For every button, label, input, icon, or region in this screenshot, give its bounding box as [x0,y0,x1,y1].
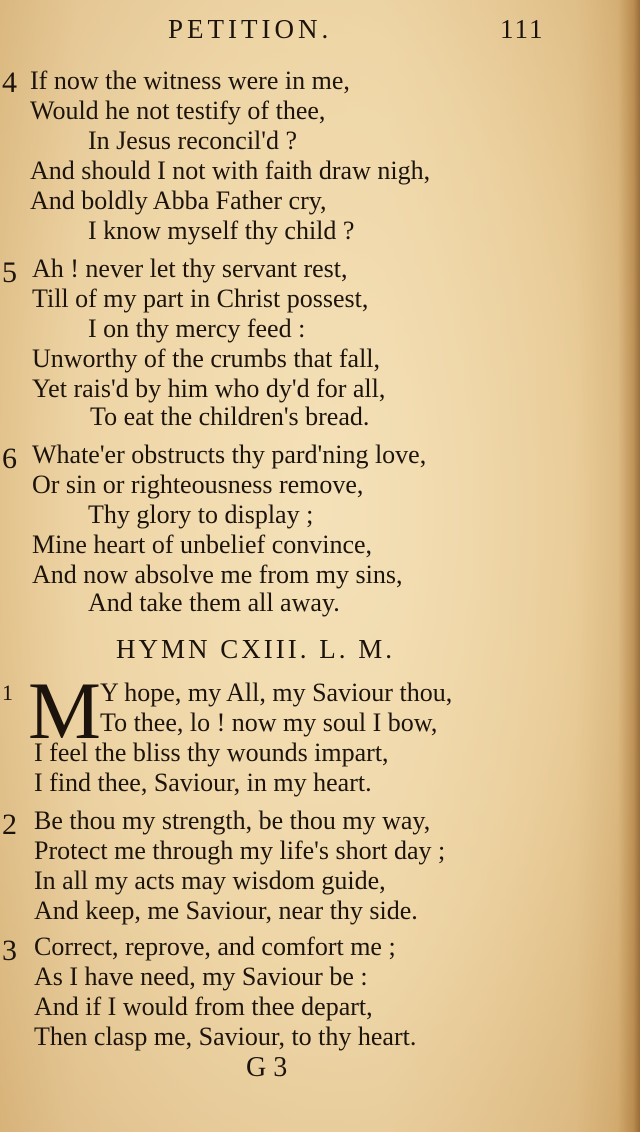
signature-mark: G 3 [246,1052,288,1083]
page-header [0,14,640,54]
verse-line: Thy glory to display ; [88,500,314,529]
verse-line: And now absolve me from my sins, [32,560,403,589]
verse-number: 5 [2,256,17,289]
page-edge-shadow [618,0,640,1132]
verse-number: 1 [2,680,13,705]
verse-line: Whate'er obstructs thy pard'ning love, [32,440,427,469]
verse-line: Would he not testify of thee, [30,96,326,125]
verse-line: Y hope, my All, my Saviour thou, [100,678,453,707]
verse-line: In all my acts may wisdom guide, [34,866,386,895]
verse-line: And should I not with faith draw nigh, [30,156,431,185]
verse-line: Or sin or righteousness remove, [32,470,364,499]
drop-cap: M [28,665,101,756]
verse-line: To eat the children's bread. [90,402,370,431]
verse-line: I find thee, Saviour, in my heart. [34,768,372,797]
verse-line: Then clasp me, Saviour, to thy heart. [34,1022,417,1051]
verse-line: If now the witness were in me, [30,66,350,95]
hymn-heading: HYMN CXIII. L. M. [116,634,395,664]
verse-line: And if I would from thee depart, [34,992,373,1021]
verse-number: 3 [2,934,17,967]
page-number: 111 [500,14,545,44]
verse-line: I know myself thy child ? [88,216,355,245]
running-title: PETITION. [168,14,333,44]
verse-line: Ah ! never let thy servant rest, [32,254,348,283]
verse-line: In Jesus reconcil'd ? [88,126,298,155]
verse-line: Unworthy of the crumbs that fall, [32,344,381,373]
verse-line: Be thou my strength, be thou my way, [34,806,431,835]
verse-number: 4 [2,66,17,99]
verse-number: 2 [2,808,17,841]
verse-line: As I have need, my Saviour be : [34,962,368,991]
verse-line: Protect me through my life's short day ; [34,836,446,865]
verse-number: 6 [2,442,17,475]
verse-line: And boldly Abba Father cry, [30,186,327,215]
verse-line: Yet rais'd by him who dy'd for all, [32,374,386,403]
verse-line: I feel the bliss thy wounds impart, [34,738,389,767]
verse-line: And keep, me Saviour, near thy side. [34,896,418,925]
verse-line: Correct, reprove, and comfort me ; [34,932,396,961]
verse-line: To thee, lo ! now my soul I bow, [100,708,438,737]
verse-line: Till of my part in Christ possest, [32,284,369,313]
verse-line: I on thy mercy feed : [88,314,306,343]
verse-line: And take them all away. [88,588,340,617]
verse-line: Mine heart of unbelief convince, [32,530,373,559]
